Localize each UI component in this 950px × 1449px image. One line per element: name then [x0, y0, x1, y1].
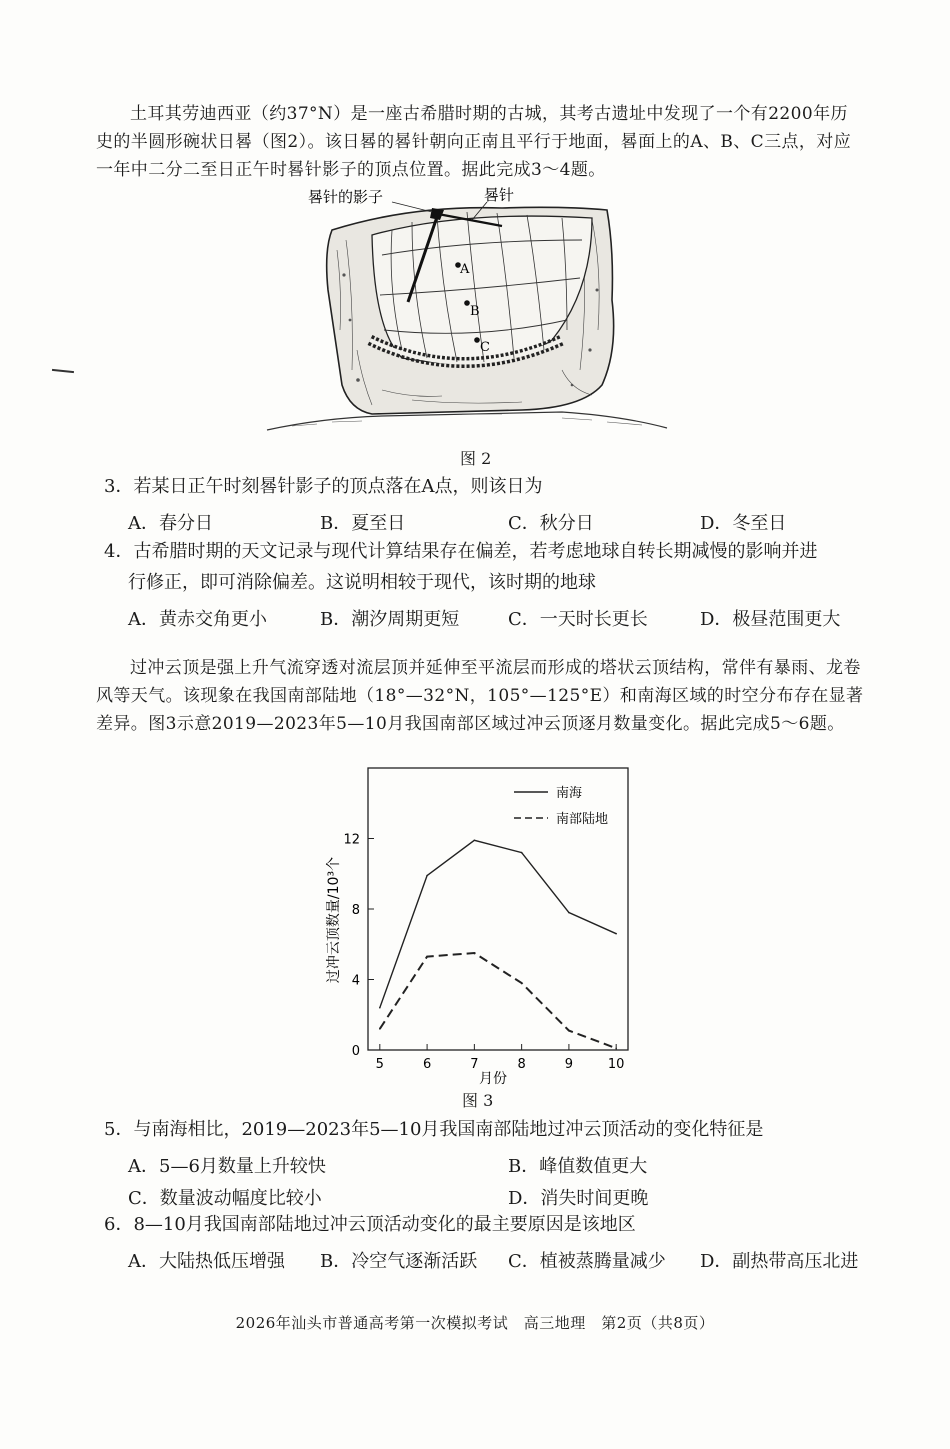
x-tick-label: 9: [564, 1057, 574, 1072]
margin-mark: [52, 369, 74, 373]
question-4-stem-line1: 4．古希腊时期的天文记录与现代计算结果存在偏差，若考虑地球自转长期减慢的影响并进: [104, 541, 818, 562]
data-point: [615, 933, 617, 935]
q3-option-c: C．秋分日: [508, 513, 594, 534]
x-tick-label: 10: [607, 1057, 625, 1072]
series-line-southern-land: [380, 953, 616, 1048]
q3-option-d: D．冬至日: [700, 513, 787, 534]
q5-option-a: A．5—6月数量上升较快: [128, 1156, 326, 1177]
shadow-label: 晷针的影子: [308, 188, 384, 206]
data-point: [379, 1007, 381, 1009]
question-5-stem: 5．与南海相比，2019—2023年5—10月我国南部陆地过冲云顶活动的变化特征是: [104, 1119, 764, 1140]
y-tick-label: 8: [351, 903, 360, 918]
x-tick-label: 5: [375, 1057, 384, 1072]
gnomon-label: 晷针: [484, 186, 515, 204]
data-point: [568, 1030, 570, 1032]
data-point: [426, 956, 428, 958]
passage-overshooting-tops: 过冲云顶是强上升气流穿透对流层顶并延伸至平流层而形成的塔状云顶结构，常伴有暴雨、龙卷风等天气。该现象在我国南部陆地（18°—32°N，105°—125°E）和南海区域的时空分布存在显著差异。图3示意2019—2023年5—10月我国南部区域过冲云顶逐月数量变化。据此完成5～6题。: [96, 658, 864, 734]
legend: [514, 785, 608, 827]
data-point: [474, 952, 476, 954]
legend-southern-land: 南部陆地: [556, 812, 609, 827]
passage-sundial: 土耳其劳迪西亚（约37°N）是一座古希腊时期的古城，其考古遗址中发现了一个有2200年历史的半圆形碗状日晷（图2）。该日晷的晷针朝向正南且平行于地面，晷面上的A、B、C三点，对应一年中二分二至日正午时晷针影子的顶点位置。据此完成3～4题。: [96, 104, 852, 180]
point-b-label: B: [470, 304, 480, 319]
q4-option-b: B．潮汐周期更短: [320, 609, 460, 630]
point-a-label: A: [460, 262, 470, 277]
y-axis-label: 过冲云顶数量/10³个: [326, 856, 342, 984]
y-tick-label: 12: [343, 832, 360, 848]
q4-option-c: C．一天时长更长: [508, 609, 648, 630]
q5-option-b: B．峰值数值更大: [508, 1156, 648, 1177]
q4-option-d: D．极昼范围更大: [700, 609, 841, 630]
question-6-stem: 6．8—10月我国南部陆地过冲云顶活动变化的最主要原因是该地区: [104, 1214, 636, 1235]
figure2-caption: 图 2: [460, 449, 492, 468]
q3-option-a: A．春分日: [128, 513, 213, 534]
overshooting-tops-chart: [318, 760, 638, 1090]
data-point: [568, 912, 570, 914]
sundial-figure: [262, 180, 672, 440]
y-tick-label: 0: [351, 1044, 360, 1059]
series-line-south-china-sea: [380, 840, 616, 1007]
y-tick-label: 4: [351, 973, 360, 989]
page-footer: 2026年汕头市普通高考第一次模拟考试 高三地理 第2页（共8页）: [235, 1314, 715, 1332]
question-4-stem-line2: 行修正，即可消除偏差。这说明相较于现代，该时期的地球: [128, 572, 596, 593]
q5-option-d: D．消失时间更晚: [508, 1188, 649, 1209]
q6-option-b: B．冷空气逐渐活跃: [320, 1251, 478, 1272]
q6-option-c: C．植被蒸腾量减少: [508, 1251, 666, 1272]
data-point: [379, 1028, 381, 1030]
figure3-caption: 图 3: [462, 1091, 494, 1110]
point-c-label: C: [480, 340, 490, 355]
q5-option-c: C．数量波动幅度比较小: [128, 1188, 322, 1209]
x-axis-label: 月份: [479, 1071, 507, 1087]
question-3-stem: 3．若某日正午时刻晷针影子的顶点落在A点，则该日为: [104, 476, 543, 497]
q4-option-a: A．黄赤交角更小: [128, 609, 267, 630]
plot-frame: [368, 768, 628, 1050]
x-tick-label: 6: [422, 1057, 432, 1072]
q6-option-a: A．大陆热低压增强: [128, 1251, 285, 1272]
data-point: [521, 852, 523, 854]
x-tick-label: 7: [470, 1057, 479, 1072]
data-point: [521, 982, 523, 984]
q6-option-d: D．副热带高压北进: [700, 1251, 859, 1272]
legend-south-china-sea: 南海: [556, 786, 583, 801]
q3-option-b: B．夏至日: [320, 513, 406, 534]
data-point: [474, 839, 476, 841]
data-point: [615, 1047, 617, 1049]
x-tick-label: 8: [517, 1057, 526, 1072]
data-point: [426, 875, 428, 877]
